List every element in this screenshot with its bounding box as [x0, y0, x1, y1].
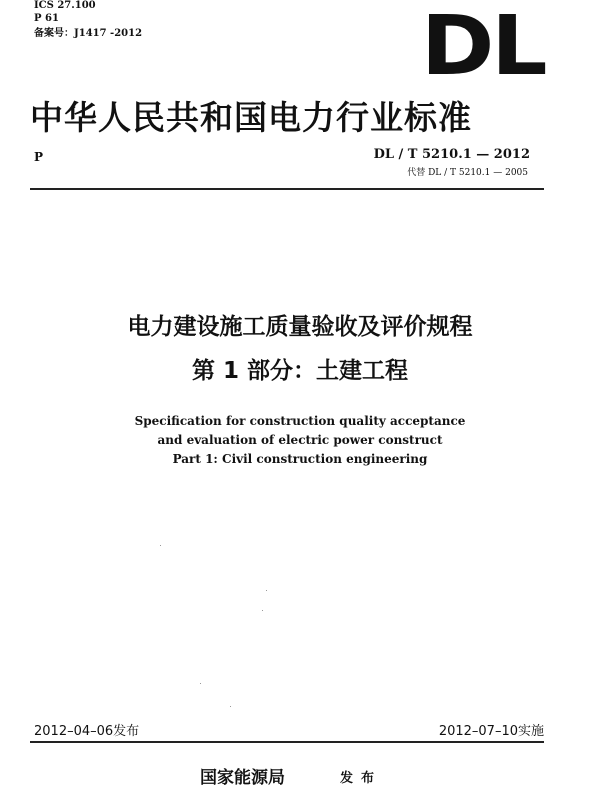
- category-code: P: [34, 150, 44, 164]
- issue-date: 2012–04–06发布: [34, 724, 140, 739]
- classification-code: P 61: [34, 13, 59, 24]
- scan-speck: [266, 590, 267, 591]
- english-title-line3: Part 1: Civil construction engineering: [172, 452, 428, 466]
- bottom-divider: [30, 741, 544, 743]
- chinese-title-line1: 电力建设施工质量验收及评价规程: [127, 314, 473, 340]
- ics-code: ICS 27.100: [34, 0, 96, 11]
- chinese-title-line2: 第 1 部分：土建工程: [191, 358, 409, 384]
- implementation-date: 2012–07–10实施: [438, 724, 544, 739]
- top-divider: [30, 188, 544, 190]
- english-title-line2: and evaluation of electric power construct: [157, 433, 443, 447]
- publisher-name: 国家能源局: [200, 768, 285, 788]
- replaces-standard: 代替 DL / T 5210.1 — 2005: [407, 168, 528, 178]
- standard-number: DL / T 5210.1 — 2012: [373, 147, 530, 162]
- english-title-line1: Specification for construction quality acceptance: [134, 414, 466, 428]
- scan-speck: [160, 545, 161, 546]
- publish-label: 发布: [340, 771, 383, 786]
- standard-title: 中华人民共和国电力行业标准: [30, 98, 472, 137]
- scan-speck: [200, 683, 201, 684]
- dl-logo: DL: [420, 0, 544, 94]
- scan-speck: [230, 706, 231, 707]
- registration-number: 备案号：J1417 -2012: [34, 28, 143, 39]
- scan-speck: [262, 610, 263, 611]
